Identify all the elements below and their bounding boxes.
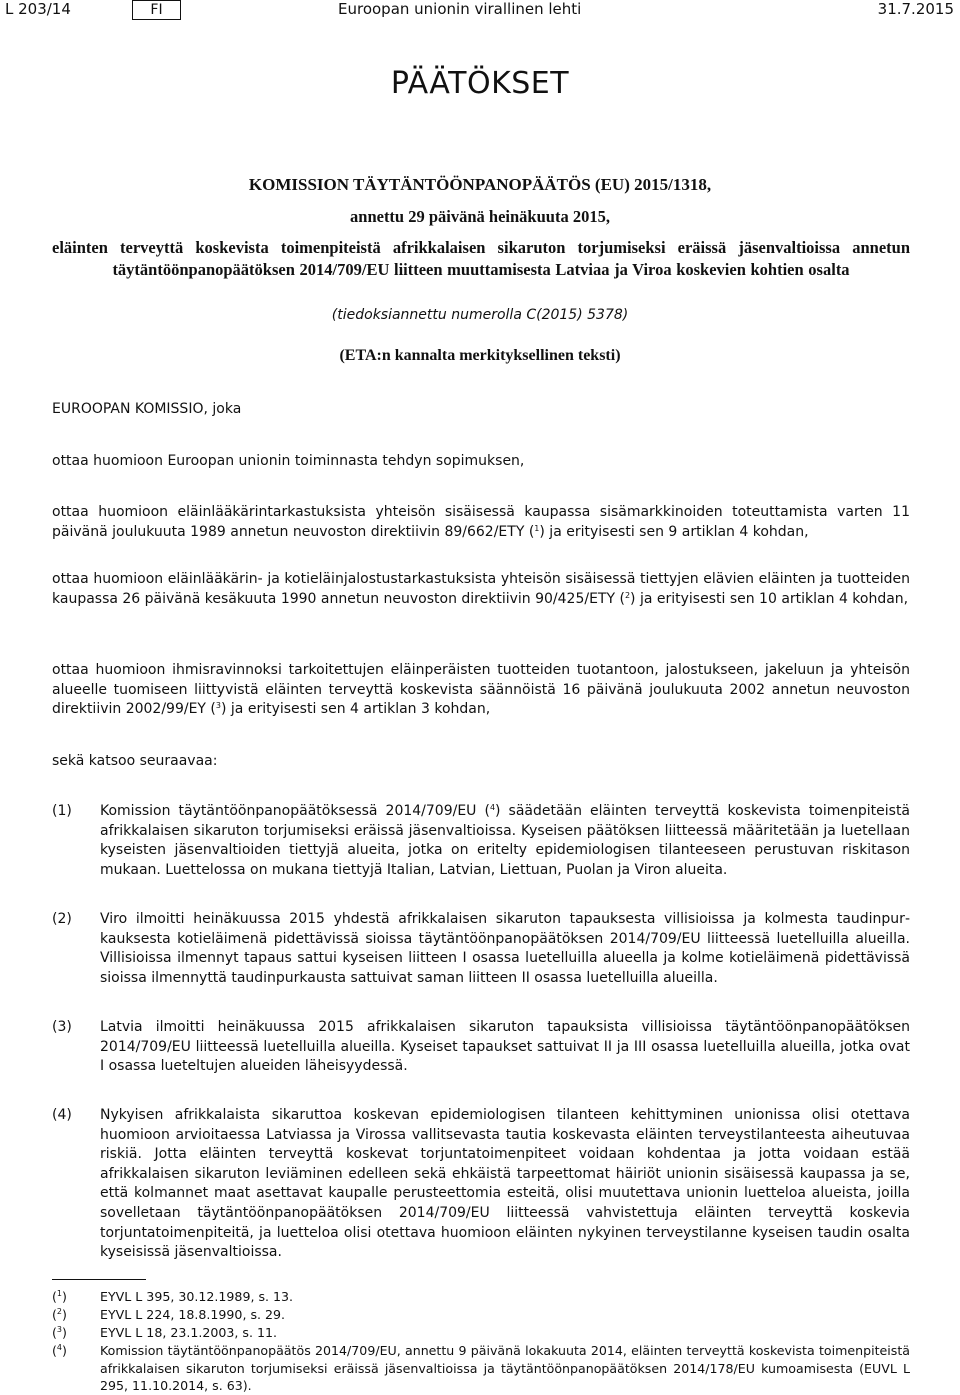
language-badge: FI [132, 0, 181, 20]
decision-date: annettu 29 päivänä heinäkuuta 2015, [350, 207, 610, 226]
footnote-divider [52, 1279, 146, 1280]
citation-directive-2002-99: ottaa huomioon ihmisravinnoksi tarkoitettujen eläinperäisten tuotteiden tuotantoon, jalostukseen, jakeluun ja yhteisön alueelle tuomiseen liittyvistä eläinten terveyttä koskevista säännöistä 16 päivänä joulukuuta 2002 annetun neuvoston direktiivin 2002/99/EY ($^3$) ja erityisesti sen 4 artiklan 3 kohdan, [52, 662, 910, 718]
whereas-intro: sekä katsoo seuraavaa: [52, 753, 218, 769]
recital-number: (1) [52, 803, 72, 819]
page-header [0, 0, 960, 26]
recital-text: Viro ilmoitti heinäkuussa 2015 yhdestä afrikkalaisen sikaruton tapauksesta villisioissa ja kolmesta taudinpurkauksesta kotieläimenä pidettävissä sioissa täytäntöönpanopäätöksen 2014/709/EU liitteessä luetelluilla alueilla. Villisioissa ilmennyt tapaus sattui kyseisen liitteen I osassa luetelluilla alueella ja kolme kotieläimenä pidettävissä sioissa ilmennyttä taudinpurkausta sattuivat saman liitteen II osassa luetelluilla alueilla. [100, 911, 910, 986]
citation-directive-90-425: ottaa huomioon eläinlääkärin- ja kotieläinjalostustarkastuksista yhteisön sisäisessä tiettyjen elävien eläinten ja tuotteiden kaupassa 26 päivänä kesäkuuta 1990 annetun neuvoston direktiivin 90/425/ETY ($^2$) ja erityisesti sen 10 artiklan 4 kohdan, [52, 571, 910, 607]
footnote-ref[interactable]: 3 [215, 701, 221, 711]
decision-title: KOMISSION TÄYTÄNTÖÖNPANOPÄÄTÖS (EU) 2015/1318, [248, 175, 712, 194]
recital-text: Komission täytäntöönpanopäätöksessä 2014/709/EU ($^4$) säädetään eläinten terveyttä koskevista toimenpiteistä afrikkalaisen sikaruton torjumiseksi eräissä jäsenvaltioissa. Kyseisen päätöksen liitteessä määritetään ja luetellaan kyseisten jäsenvaltioiden tiettyjä alueita, jotka on eritelty epidemiologisen tilanteeseen perustuvan riskitason mukaan. Luettelossa on mukana tiettyjä Italian, Latvian, Liettuan, Puolan ja Viron alueita. [100, 803, 911, 878]
footnote-ref[interactable]: 2 [624, 590, 631, 600]
recital-text: Nykyisen afrikkalaista sikaruttoa koskevan epidemiologisen tilanteen kehittyminen unionissa olisi otettava huomioon arvioitaessa Latviassa ja Virossa vallitsevasta tautia koskevasta eläinten terveystilanteesta aiheutuvaa riskiä. Jotta eläinten terveyttä koskevat torjuntatoimenpiteet voidaan kohdentaa ja jotta voidaan estää afrikkalaisen sikaruton leviäminen edelleen sekä ehkäistä tarpeettomat häiriöt unionin sisäisessä kaupassa ja se, että kolmannet maat asettavat kaupalle perusteettomia esteitä, olisi muutettava unionin luetteloa alueista, joilla sovelletaan täytäntöönpanopäätöksen 2014/709/EU liitteessä vahvistettuja eläinten terveyttä koskevia torjuntatoimenpiteitä, ja luetteloa olisi otettava huomioon eläinten nykyinen terveystilanne kyseisen taudin osalta kyseisissä jäsenvaltioissa. [100, 1107, 910, 1261]
decision-subject: eläinten terveyttä koskevista toimenpiteistä afrikkalaisen sikaruton torjumiseksi eräissä jäsenvaltioissa annetun täytäntöönpanopäätöksen 2014/709/EU liitteen muuttamisesta Latviaa ja Viroa koskevien kohtien osalta [52, 238, 910, 279]
commission-intro: EUROOPAN KOMISSIO, joka [52, 401, 242, 417]
series-page-number: L 203/14 [5, 0, 71, 18]
footnote-ref[interactable]: 4 [489, 803, 496, 812]
journal-title: Euroopan unionin virallinen lehti [338, 0, 582, 18]
eea-relevance: (ETA:n kannalta merkityksellinen teksti) [339, 347, 621, 364]
citation-directive-89-662: ottaa huomioon eläinlääkärintarkastuksista yhteisön sisäisessä kaupassa sisämarkkinoiden toteuttamista varten 11 päivänä joulukuuta 1989 annetun neuvoston direktiivin 89/662/ETY ($^1$) ja erityisesti sen 9 artiklan 4 kohdan, [52, 504, 910, 540]
section-title: PÄÄTÖKSET [390, 66, 570, 101]
notification-number: (tiedoksiannettu numerolla C(2015) 5378) [331, 307, 629, 323]
recital-text: Latvia ilmoitti heinäkuussa 2015 afrikkalaisen sikaruton tapauksista villisioissa täytäntöönpanopäätöksen 2014/709/EU liitteessä luetelluilla alueilla. Kyseiset tapaukset sattuivat II ja III osassa luetelluilla alueilla, jotka ovat I osassa lueteltujen alueiden läheisyydessä. [100, 1019, 910, 1075]
recital-number: (3) [52, 1019, 72, 1035]
footnote-ref[interactable]: 1 [534, 523, 540, 533]
document-page: L 203/14 FI Euroopan unionin virallinen lehti 31.7.2015 PÄÄTÖKSET KOMISSION TÄYTÄNTÖÖNPANOPÄÄTÖS (EU) 2015/1318, annettu 29 päivänä heinäkuuta 2015, eläinten terveyttä koskevista toimenpiteistä afrikkalaisen sikaruton torjumiseksi eräissä jäsenvaltioissa annetun täytäntöönpanopäätöksen 2014/709/EU liitteen muuttamisesta Latviaa ja Viroa koskevien kohtien osalta (tiedoksiannettu numerolla C(2015) 5378) (ETA:n kannalta merkityksellinen teksti) EUROOPAN KOMISSIO, joka ottaa huomioon Euroopan unionin toiminnasta tehdyn sopimuksen, ottaa huomioon eläinlääkärintarkastuksista yhteisön sisäisessä kaupassa sisämarkkinoiden toteuttamista varten 11 päivänä joulukuuta 1989 annetun neuvoston direktiivin 89/662/ETY ($^1$) ja erityisesti sen 9 artiklan 4 kohdan, ottaa huomioon eläinlääkärin- ja kotieläinjalostustarkastuksista yhteisön sisäisessä tiettyjen elävien eläinten ja tuotteiden kaupassa 26 päivänä kesäkuuta 1990 annetun neuvoston direktiivin 90/425/ETY ($^2$) ja erityisesti sen 10 artiklan 4 kohdan, ottaa huomioon ihmisravinnoksi tarkoitettujen eläinperäisten tuotteiden tuotantoon, jalostukseen, jakeluun ja yhteisön alueelle tuomiseen liittyvistä eläinten terveyttä koskevista säännöistä 16 päivänä joulukuuta 2002 annetun neuvoston direktiivin 2002/99/EY ($^3$) ja erityisesti sen 4 artiklan 3 kohdan, sekä katsoo seuraavaa: (1) Komission täytäntöönpanopäätöksessä 2014/709/EU ($^4$) säädetään eläinten terveyttä koskevista toimenpiteistä afrikkalaisen sikaruton torjumiseksi eräissä jäsenvaltioissa. Kyseisen päätöksen liitteessä määritetään ja luetellaan kyseisten jäsenvaltioiden tiettyjä alueita, jotka on eritelty epidemiologisen tilanteeseen perustuvan riskitason mukaan. Luettelossa on mukana tiettyjä Italian, Latvian, Liettuan, Puolan ja Viron alueita. (2) Viro ilmoitti heinäkuussa 2015 yhdestä afrikkalaisen sikaruton tapauksesta villisioissa ja kolmesta taudinpurkauksesta kotieläimenä pidettävissä sioissa täytäntöönpanopäätöksen 2014/709/EU liitteessä luetelluilla alueilla. Villisioissa ilmennyt tapaus sattui kyseisen liitteen I osassa luetelluilla alueella ja kolme kotieläimenä pidettävissä sioissa ilmennyttä taudinpurkausta sattuivat saman liitteen II osassa luetelluilla alueilla. (3) Latvia ilmoitti heinäkuussa 2015 afrikkalaisen sikaruton tapauksista villisioissa täytäntöönpanopäätöksen 2014/709/EU liitteessä luetelluilla alueilla. Kyseiset tapaukset sattuivat II ja III osassa luetelluilla alueilla, jotka ovat I osassa lueteltujen alueiden läheisyydessä. (4) Nykyisen afrikkalaista sikaruttoa koskevan epidemiologisen tilanteen kehittyminen unionissa olisi otettava huomioon arvioitaessa Latviassa ja Virossa vallitsevasta tautia koskevasta eläinten terveystilanteesta aiheutuvaa riskiä. Jotta eläinten terveyttä koskevat torjuntatoimenpiteet voidaan kohdentaa ja jotta voidaan estää afrikkalaisen sikaruton leviäminen edelleen sekä ehkäistä tarpeettomat häiriöt unionin sisäisessä kaupassa ja se, että kolmannet maat asettavat kaupalle perusteettomia esteitä, olisi muutettava unionin luetteloa alueista, joilla sovelletaan täytäntöönpanopäätöksen 2014/709/EU liitteessä vahvistettuja eläinten terveyttä koskevia torjuntatoimenpiteitä, ja luetteloa olisi otettava huomioon eläinten nykyinen terveystilanne kyseisen taudin osalta kyseisissä jäsenvaltioissa. ($^1$) EYVL L 395, 30.12.1989, s. 13. ($^2$) EYVL L 224, 18.8.1990, s. 29. ($^3$) EYVL L 18, 23.1.2003, s. 11. ($^4$) Komission täytäntöönpanopäätös 2014/709/EU, annettu 9 päivänä lokakuuta 2014, eläinten terveyttä koskevista toimenpiteistä afrikkalaisen sikaruton torjumiseksi eräissä jäsenvaltioissa ja täytäntöönpanopäätöksen 2014/178/EU kumoamisesta (EUVL L 295, 11.10.2014, s. 63). [0, 0, 960, 1393]
publication-date: 31.7.2015 [877, 0, 954, 18]
recital-number: (4) [52, 1107, 72, 1123]
recital-number: (2) [52, 911, 72, 927]
citation-treaty: ottaa huomioon Euroopan unionin toiminnasta tehdyn sopimuksen, [52, 453, 525, 469]
